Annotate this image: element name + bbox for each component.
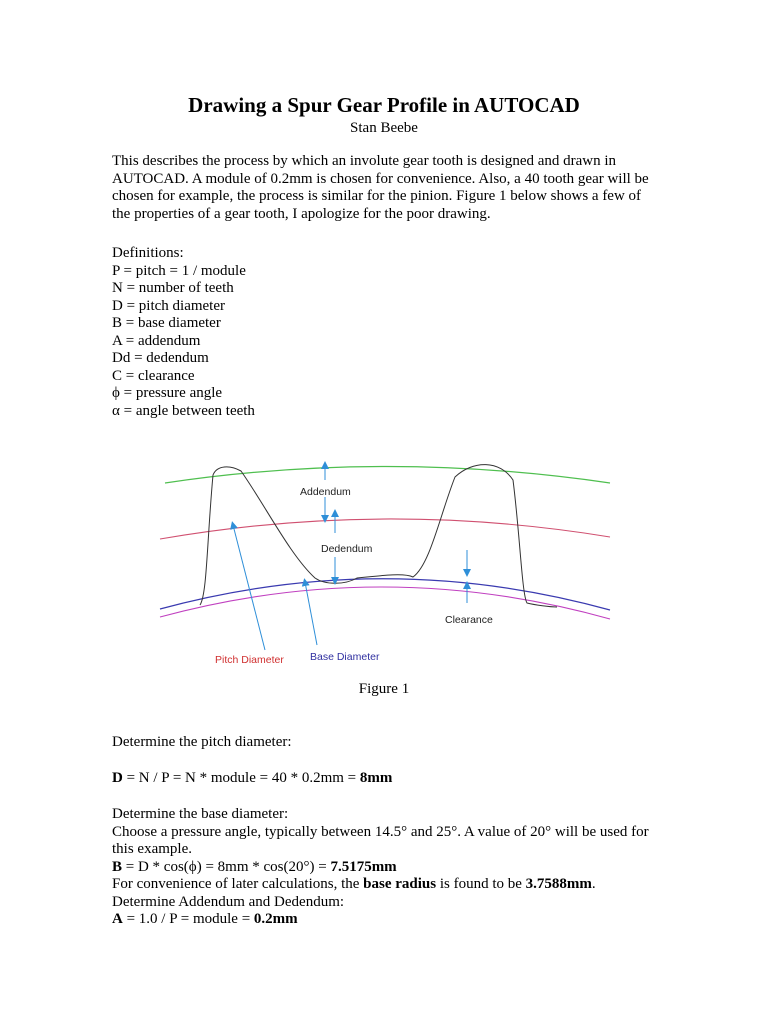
pitch-section [112,734,672,752]
addendum-circle [165,467,610,484]
intro-line: chosen for example, the process is similar for the pinion. Figure 1 below shows a few of [112,188,642,204]
definition-item: ϕ = pressure angle [112,385,223,401]
figure-caption: Figure 1 [358,681,410,697]
formula-result: 7.5175mm [330,858,397,875]
definition-item: C = clearance [112,367,195,384]
base-radius-line: For convenience of later calculations, the base radius is found to be 3.7588mm. [112,876,596,892]
definition-item: Dd = dedendum [112,350,209,366]
base-section [112,806,672,929]
base-formula [112,859,672,877]
section-heading: Determine the base diameter: [112,806,289,822]
formula-result: 8mm [359,770,393,786]
base-radius-term: base radius [363,876,437,892]
definitions-heading: Definitions: [112,245,184,261]
formula-variable: B [112,858,123,875]
intro-line: This describes the process by which an involute gear tooth is designed and drawn in [112,153,617,169]
formula-body: = 1.0 / P = module = [122,911,254,927]
formula-variable: A [112,911,123,927]
definition-item: D = pitch diameter [112,297,226,314]
pitch-formula [112,770,672,788]
gear-tooth-profile [200,465,557,607]
section-heading: Determine Addendum and Dedendum: [112,893,345,910]
clearance-label: Clearance [445,614,493,626]
formula-body: = N / P = N * module = 40 * 0.2mm = [122,770,360,786]
base-diameter-arrow [305,582,317,645]
document-title: Drawing a Spur Gear Profile in AUTOCAD [188,93,580,117]
dedendum-label: Dedendum [321,543,373,555]
document-author: Stan Beebe [350,120,418,136]
base-diameter-label: Base Diameter [310,651,380,663]
formula-body: = D * cos(ϕ) = 8mm * cos(20°) = [122,858,331,875]
root-circle [160,587,610,619]
intro-line: AUTOCAD. A module of 0.2mm is chosen for convenience. Also, a 40 tooth gear will be [112,170,649,187]
definition-item: α = angle between teeth [112,402,255,419]
paragraph-line: this example. [112,841,192,857]
gear-tooth-figure [155,455,615,670]
intro-line: the properties of a gear tooth, I apologize for the poor drawing. [112,205,491,222]
section-heading: Determine the pitch diameter: [112,734,292,750]
formula-variable: D [112,770,123,786]
formula-result: 0.2mm [253,911,298,927]
pitch-diameter-label: Pitch Diameter [215,654,284,666]
definitions-list [112,245,672,420]
definition-item: N = number of teeth [112,280,234,296]
addendum-label: Addendum [300,486,351,498]
base-radius-value: 3.7588mm [525,876,592,892]
pitch-circle [160,519,610,539]
intro-paragraph [112,153,672,223]
paragraph-line: Choose a pressure angle, typically between 14.5° and 25°. A value of 20° will be used for [112,823,649,840]
addendum-formula [112,911,672,929]
base-circle [160,579,610,610]
definition-item: P = pitch = 1 / module [112,262,246,279]
definition-item: A = addendum [112,332,201,349]
definition-item: B = base diameter [112,315,221,331]
